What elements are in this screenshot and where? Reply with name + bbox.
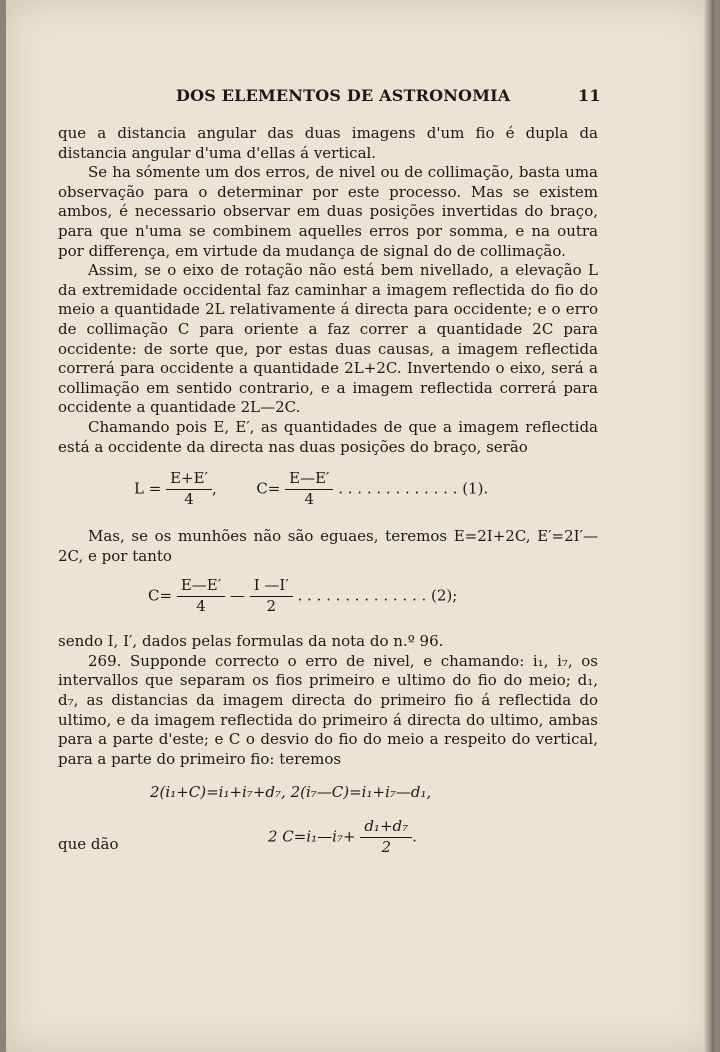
equation-2 bbox=[58, 566, 598, 632]
body-text bbox=[58, 124, 598, 873]
paragraph: Se ha sómente um dos erros, de nivel ou de collimação, basta uma observação para o determinar por este processo. Mas se existem ambos, é necessario observar em duas posições invertidas do braço, para que n'uma se combinem aquelles erros por somma, e na outra por differença, em virtude da mudança de signal do de collimação. bbox=[58, 163, 598, 260]
eq1-lhs2: C= bbox=[256, 479, 281, 498]
eq4-lhs: 2 C=i₁—i₇+ bbox=[268, 827, 356, 846]
eq1-fraction-2: $\frac{E—E'}{4}$ bbox=[285, 469, 333, 509]
page-edge bbox=[704, 0, 714, 1052]
paragraph: sendo I, I′, dados pelas formulas da nota do n.º 96. bbox=[58, 632, 444, 651]
eq2-minus: — bbox=[229, 586, 245, 605]
paragraph: que a distancia angular das duas imagens d'um fio é dupla da distancia angular d'uma d'ellas á vertical. bbox=[58, 124, 598, 162]
paragraph: Chamando pois E, E′, as quantidades de que a imagem reflectida está a occidente da directa nas duas posições do braço, serão bbox=[58, 417, 598, 456]
paragraph-269 bbox=[58, 652, 598, 770]
eq3-text: 2(i₁+C)=i₁+i₇+d₇, 2(i₇—C)=i₁+i₇—d₁, bbox=[150, 783, 432, 802]
running-header bbox=[176, 86, 601, 105]
page-number: 11 bbox=[578, 86, 601, 105]
paragraph: Mas, se os munhões não são eguaes, teremos E=2I+2C, E′=2I′—2C, e por tanto bbox=[58, 527, 598, 565]
equation-1 bbox=[58, 457, 598, 527]
eq2-fraction-2: $\frac{I —I'}{2}$ bbox=[250, 576, 293, 616]
eq2-lhs: C= bbox=[148, 586, 173, 605]
eq2-label: . . . . . . . . . . . . . . (2); bbox=[297, 586, 458, 605]
book-page bbox=[6, 0, 714, 1052]
section-number: 269. bbox=[88, 651, 122, 670]
eq1-comma: , bbox=[211, 479, 217, 498]
eq4-lead: que dão bbox=[58, 835, 119, 854]
equation-3 bbox=[58, 769, 598, 813]
eq1-label: . . . . . . . . . . . . . (1). bbox=[338, 479, 489, 498]
eq4-period: . bbox=[412, 827, 417, 846]
equation-4 bbox=[58, 813, 598, 873]
paragraph-text: Supponde correcto o erro de nivel, e chamando: i₁, i₇, os intervallos que separam os fios primeiro e ultimo do fio do meio; d₁, d₇, as distancias da imagem directa do primeiro fio á reflectida do ultimo, e da imagem reflectida do primeiro á directa do ultimo, ambas para a parte d'este; e C o desvio do fio do meio a respeito do vertical, para a parte do primeiro fio: teremos bbox=[58, 651, 598, 768]
paragraph: Assim, se o eixo de rotação não está bem nivellado, a elevação L da extremidade occidental faz caminhar a imagem reflectida do fio do meio a quantidade 2L relativamente á directa para occidente; e o erro de collimação C para oriente a faz correr a quantidade 2C para occidente: de sorte que, por estas duas causas, a imagem reflectida correrá para occidente a quantidade 2L+2C. Invertendo o eixo, será a collimação em sentido contrario, e a imagem reflectida correrá para occidente a quantidade 2L—2C. bbox=[58, 261, 598, 417]
header-title: DOS ELEMENTOS DE ASTRONOMIA bbox=[176, 86, 511, 105]
eq4-fraction: $\frac{\text{d₁+d₇}}{2}$ bbox=[360, 817, 412, 857]
eq2-fraction-1: $\frac{E—E'}{4}$ bbox=[177, 576, 225, 616]
eq1-fraction-1: $\frac{E+E'}{4}$ bbox=[166, 469, 212, 509]
eq1-lhs1: L = bbox=[134, 479, 162, 498]
